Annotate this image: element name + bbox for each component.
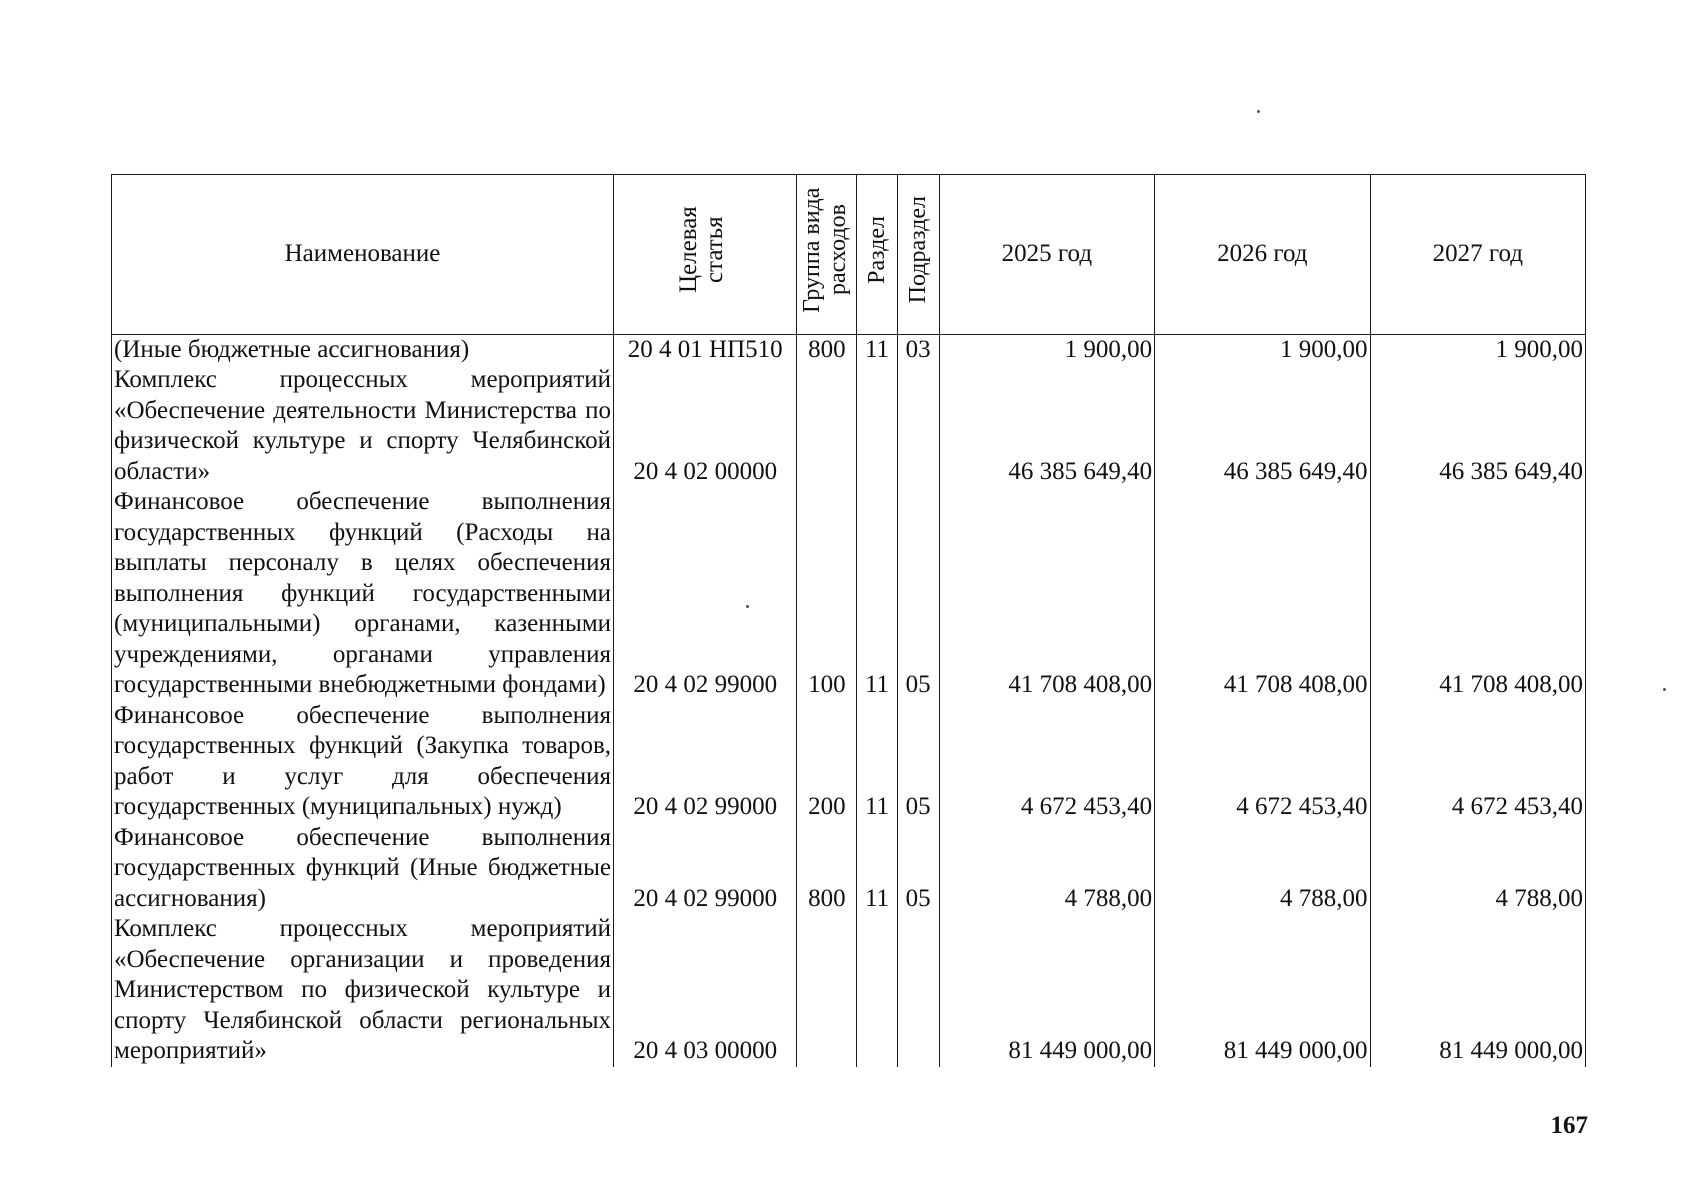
header-section: Раздел bbox=[857, 175, 897, 335]
row-group: 100 bbox=[797, 487, 857, 701]
row-subsection: 03 bbox=[897, 334, 939, 365]
row-2026: 1 900,00 bbox=[1155, 334, 1370, 365]
row-code: 20 4 03 00000 bbox=[614, 914, 797, 1067]
table-row bbox=[112, 701, 1586, 823]
row-section bbox=[857, 914, 897, 1067]
row-subsection: 05 bbox=[897, 823, 939, 915]
row-2027: 4 672 453,40 bbox=[1370, 701, 1585, 823]
header-target: Целевая статья bbox=[614, 175, 797, 335]
row-2026: 4 788,00 bbox=[1155, 823, 1370, 915]
header-name: Наименование bbox=[112, 175, 614, 335]
row-2027: 81 449 000,00 bbox=[1370, 914, 1585, 1067]
row-2027: 4 788,00 bbox=[1370, 823, 1585, 915]
row-2025: 81 449 000,00 bbox=[939, 914, 1154, 1067]
row-group: 800 bbox=[797, 823, 857, 915]
row-2025: 4 788,00 bbox=[939, 823, 1154, 915]
row-group bbox=[797, 914, 857, 1067]
row-section: 11 bbox=[857, 701, 897, 823]
table-row bbox=[112, 823, 1586, 915]
row-2026: 46 385 649,40 bbox=[1155, 365, 1370, 487]
row-section: 11 bbox=[857, 487, 897, 701]
header-subsection: Подраздел bbox=[897, 175, 939, 335]
row-2026: 4 672 453,40 bbox=[1155, 701, 1370, 823]
header-2026: 2026 год bbox=[1155, 175, 1370, 335]
row-name: Финансовое обеспечение выполнения государственных функций (Закупка товаров, работ и услуг для обеспечения государственных (муниципальных) нужд) bbox=[112, 701, 614, 823]
row-code: 20 4 01 НП510 bbox=[614, 334, 797, 365]
row-subsection bbox=[897, 365, 939, 487]
row-group: 800 bbox=[797, 334, 857, 365]
scan-speck bbox=[1663, 688, 1666, 691]
row-group bbox=[797, 365, 857, 487]
table-row bbox=[112, 334, 1586, 365]
row-2025: 1 900,00 bbox=[939, 334, 1154, 365]
header-2025: 2025 год bbox=[939, 175, 1154, 335]
row-subsection bbox=[897, 914, 939, 1067]
row-code: 20 4 02 99000 bbox=[614, 487, 797, 701]
table-row bbox=[112, 914, 1586, 1067]
row-2027: 46 385 649,40 bbox=[1370, 365, 1585, 487]
row-code: 20 4 02 99000 bbox=[614, 701, 797, 823]
row-section: 11 bbox=[857, 823, 897, 915]
row-name: Финансовое обеспечение выполнения государственных функций (Иные бюджетные ассигнования) bbox=[112, 823, 614, 915]
row-section bbox=[857, 365, 897, 487]
row-group: 200 bbox=[797, 701, 857, 823]
row-name: (Иные бюджетные ассигнования) bbox=[112, 334, 614, 365]
header-group: Группа вида расходов bbox=[797, 175, 857, 335]
row-subsection: 05 bbox=[897, 701, 939, 823]
row-2025: 4 672 453,40 bbox=[939, 701, 1154, 823]
header-2027: 2027 год bbox=[1370, 175, 1585, 335]
row-code: 20 4 02 00000 bbox=[614, 365, 797, 487]
table-row bbox=[112, 365, 1586, 487]
row-2025: 41 708 408,00 bbox=[939, 487, 1154, 701]
row-subsection: 05 bbox=[897, 487, 939, 701]
row-name: Комплекс процессных мероприятий «Обеспечение организации и проведения Министерством по физической культуре и спорту Челябинской области региональных мероприятий» bbox=[112, 914, 614, 1067]
table-row bbox=[112, 487, 1586, 701]
header-row bbox=[112, 175, 1586, 335]
page-number: 167 bbox=[1550, 1112, 1588, 1139]
row-2026: 81 449 000,00 bbox=[1155, 914, 1370, 1067]
budget-table bbox=[111, 174, 1586, 1067]
row-section: 11 bbox=[857, 334, 897, 365]
row-2025: 46 385 649,40 bbox=[939, 365, 1154, 487]
row-code: 20 4 02 99000 bbox=[614, 823, 797, 915]
scan-speck bbox=[1257, 110, 1260, 113]
row-name: Комплекс процессных мероприятий «Обеспечение деятельности Министерства по физической культуре и спорту Челябинской области» bbox=[112, 365, 614, 487]
scan-speck bbox=[746, 605, 749, 608]
row-2027: 1 900,00 bbox=[1370, 334, 1585, 365]
row-2027: 41 708 408,00 bbox=[1370, 487, 1585, 701]
row-2026: 41 708 408,00 bbox=[1155, 487, 1370, 701]
row-name: Финансовое обеспечение выполнения государственных функций (Расходы на выплаты персоналу в целях обеспечения выполнения функций государственными (муниципальными) органами, казенными учреждениями, органами управления государственными внебюджетными фондами) bbox=[112, 487, 614, 701]
